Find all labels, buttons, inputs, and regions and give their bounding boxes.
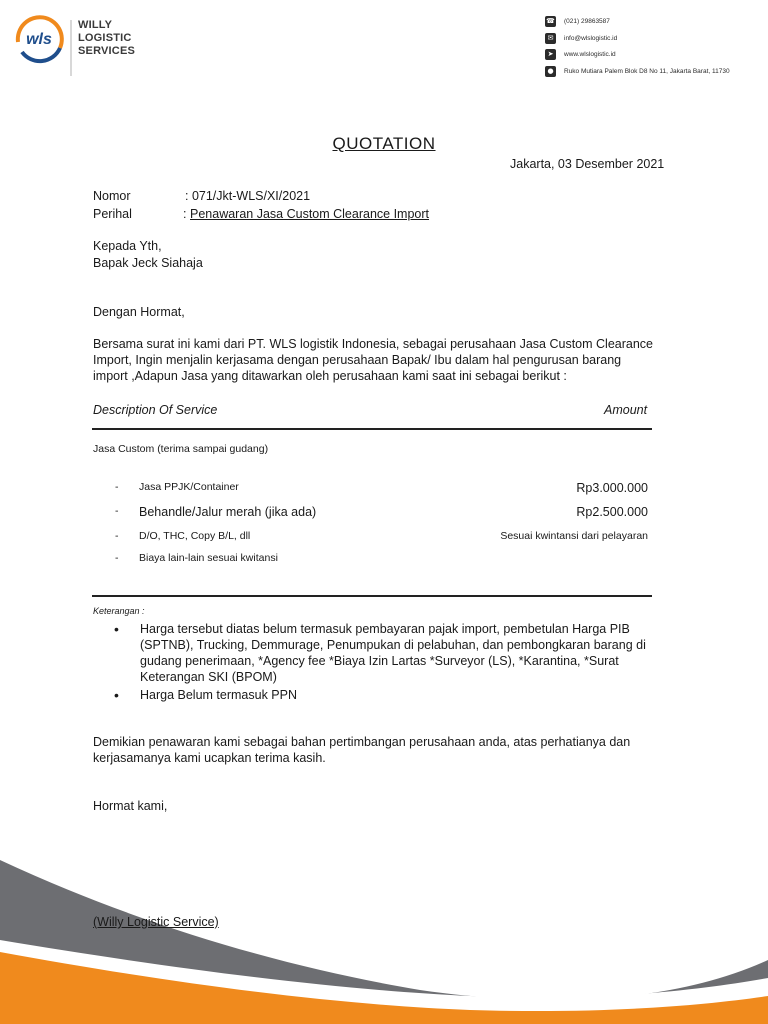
service-name: Jasa PPJK/Container — [139, 481, 239, 493]
recipient-name: Bapak Jeck Siahaja — [93, 256, 203, 270]
column-description-header: Description Of Service — [93, 403, 218, 417]
logo-mark-text: wls — [26, 31, 52, 48]
note-1-line-1: • Harga tersebut diatas belum termasuk pembayaran pajak import, pembetulan Harga PIB — [140, 622, 630, 636]
greeting: Dengan Hormat, — [93, 305, 185, 319]
nomor-value: : 071/Jkt-WLS/XI/2021 — [185, 189, 311, 203]
regards: Hormat kami, — [93, 799, 168, 813]
perihal-colon: : — [183, 207, 187, 221]
row-dash: - — [115, 552, 119, 564]
contact-phone: ☎ (021) 29863587 — [546, 16, 610, 25]
closing-line-1: Demikian penawaran kami sebagai bahan pertimbangan perusahaan anda, atas perhatianya dan — [93, 735, 631, 749]
list-item — [140, 687, 672, 703]
column-amount-header: Amount — [604, 403, 648, 417]
company-logo — [12, 10, 142, 68]
row-dash: - — [115, 530, 119, 542]
note-2: • Harga Belum termasuk PPN — [140, 688, 298, 702]
note-1-line-4: Keterangan SKI (BPOM) — [140, 670, 277, 684]
contact-address: ● Ruko Mutiara Palem Blok D8 No 11, Jakarta Barat, 11730 — [545, 65, 730, 77]
list-item — [140, 621, 672, 685]
contact-email: ✉ info@wlslogistic.id — [545, 32, 617, 44]
document-title: QUOTATION — [332, 134, 436, 153]
note-1-line-2: (SPTNB), Trucking, Demmurage, Penumpukan di pelabuhan, dan pembongkaran barang di — [140, 638, 646, 652]
intro-line-3: import ,Adapun Jasa yang ditawarkan oleh perusahaan kami saat ini sebagai berikut : — [93, 369, 567, 383]
table-header-rule — [92, 428, 652, 430]
service-amount: Sesuai kwintansi dari pelayaran — [500, 530, 648, 542]
perihal-value: Penawaran Jasa Custom Clearance Import — [190, 207, 430, 221]
row-dash: - — [115, 505, 119, 517]
nomor-label: Nomor — [93, 189, 131, 203]
notes-label: Keterangan : — [93, 606, 145, 616]
service-amount: Rp3.000.000 — [576, 481, 648, 495]
document-date: Jakarta, 03 Desember 2021 — [510, 157, 665, 171]
signature-name: (Willy Logistic Service) — [93, 915, 219, 929]
closing-line-2: kerjasamanya kami ucapkan terima kasih. — [93, 751, 326, 765]
contact-website: ➤ www.wlslogistic.id — [545, 48, 616, 60]
logo-line-3: SERVICES — [78, 45, 136, 57]
note-1-line-3: gudang penerimaan, *Agency fee *Biaya Izin Lartas *Surveyor (LS), *Karantina, *Surat — [140, 654, 619, 668]
wls-logo-mark-icon — [12, 12, 66, 66]
intro-line-2: Import, Ingin menjalin kerjasama dengan perusahaan Bapak/ Ibu dalam hal pengurusan barang — [93, 353, 622, 367]
logo-line-2: LOGISTIC — [78, 32, 132, 44]
notes-list — [112, 621, 672, 703]
intro-line-1: Bersama surat ini kami dari PT. WLS logistik Indonesia, sebagai perusahaan Jasa Custom Clearance — [93, 337, 653, 351]
mail-icon: ✉ — [545, 33, 556, 44]
service-section-title: Jasa Custom (terima sampai gudang) — [93, 443, 269, 455]
phone-icon: ☎ — [546, 16, 555, 25]
recipient-line-1: Kepada Yth, — [93, 239, 162, 253]
service-name: D/O, THC, Copy B/L, dll — [139, 530, 251, 542]
service-amount: Rp2.500.000 — [576, 505, 648, 519]
table-footer-rule — [92, 595, 652, 597]
logo-line-1: WILLY — [78, 19, 113, 31]
logo-divider — [70, 20, 72, 76]
service-name: Behandle/Jalur merah (jika ada) — [139, 505, 317, 519]
cursor-icon: ➤ — [545, 49, 556, 60]
perihal-label: Perihal — [93, 207, 132, 221]
service-name: Biaya lain-lain sesuai kwitansi — [139, 552, 278, 564]
row-dash: - — [115, 481, 119, 493]
location-icon: ● — [545, 66, 556, 77]
